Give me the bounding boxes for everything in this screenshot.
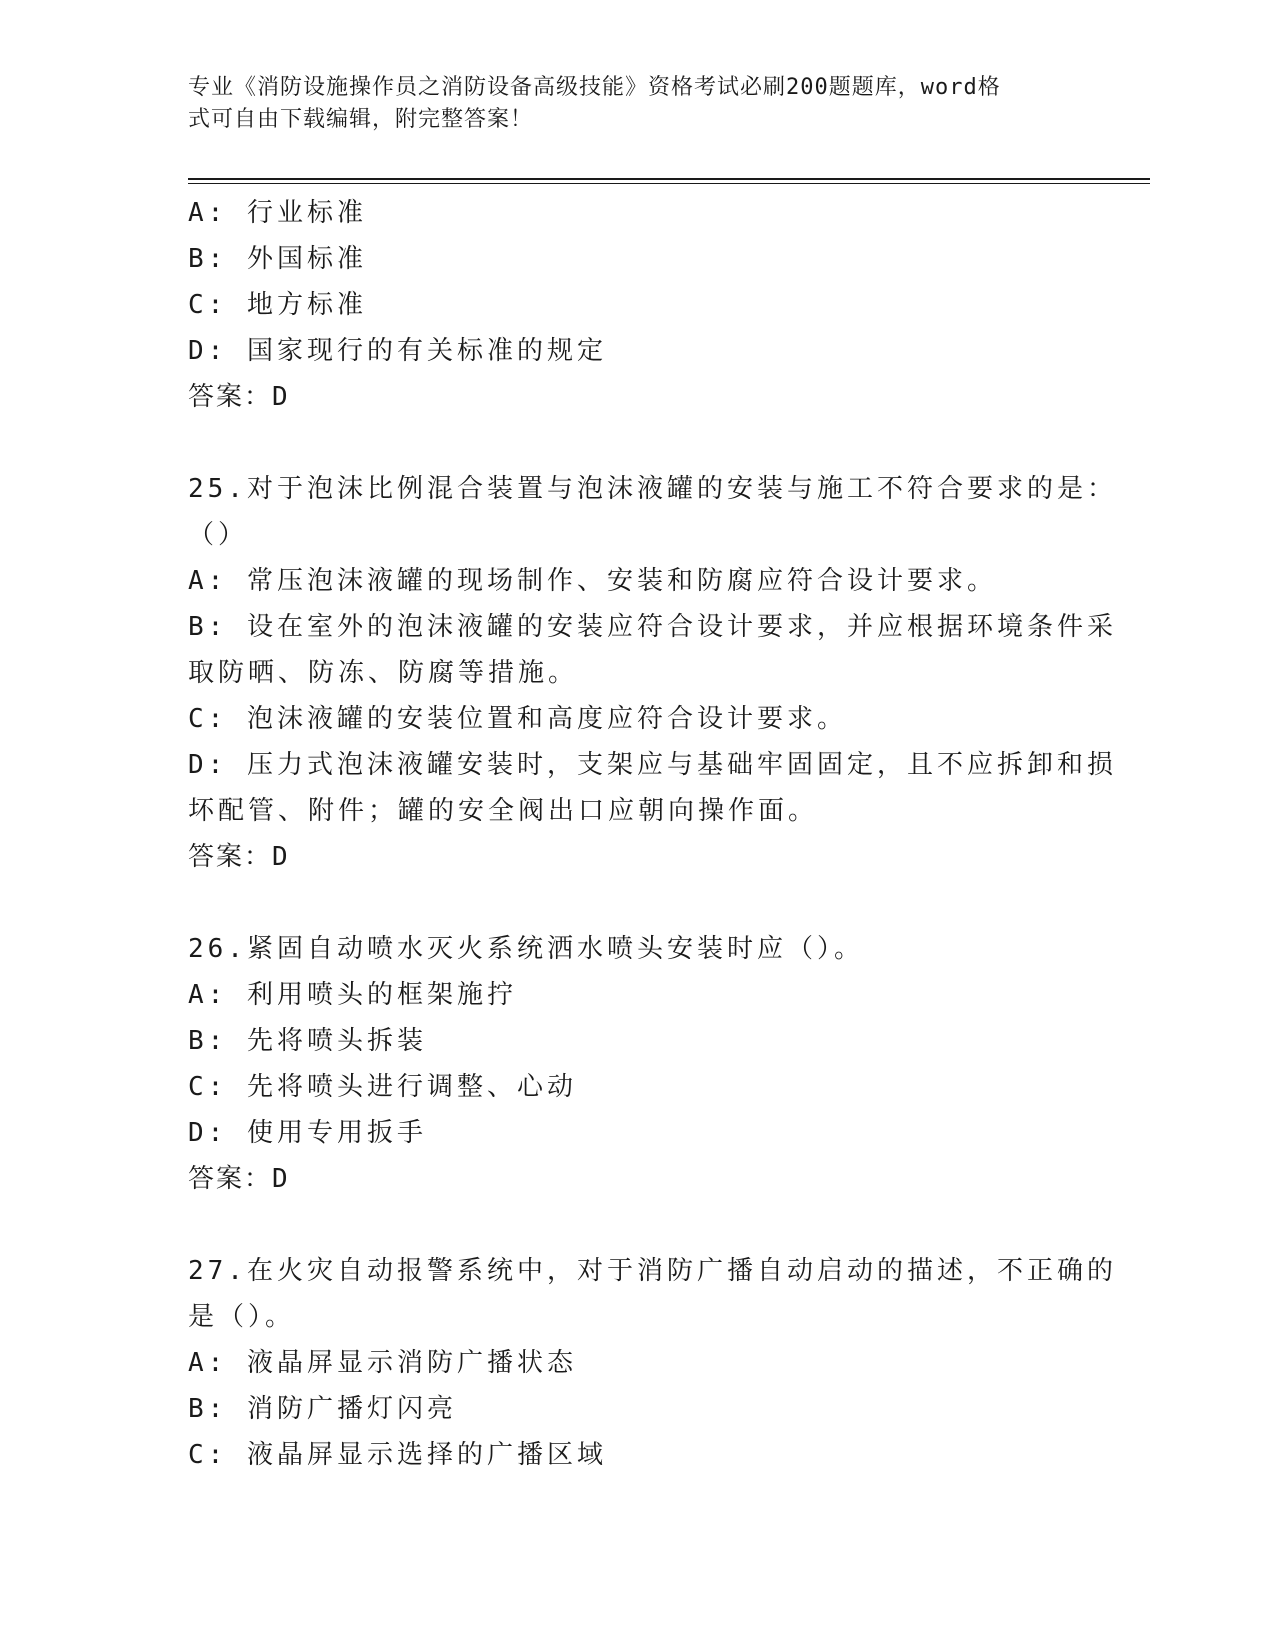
option-a: A: 利用喷头的框架施拧 (188, 980, 517, 1010)
header-line-2: 式可自由下载编辑，附完整答案！ (188, 107, 534, 132)
question-list (188, 190, 1117, 1478)
option-b: B: 设在室外的泡沫液罐的安装应符合设计要求，并应根据环境条件采 (188, 612, 1117, 642)
question-stem: 27.在火灾自动报警系统中，对于消防广播自动启动的描述，不正确的 (188, 1256, 1117, 1286)
spacer (188, 1202, 1088, 1248)
answer: 答案：D (188, 842, 290, 872)
option-c: C: 泡沫液罐的安装位置和高度应符合设计要求。 (188, 704, 847, 734)
question-24-continued (188, 190, 1088, 420)
question-27 (188, 1248, 1117, 1478)
option-b-cont: 取防晒、防冻、防腐等措施。 (188, 658, 579, 688)
option-c: C: 液晶屏显示选择的广播区域 (188, 1440, 607, 1470)
option-a: A: 行业标准 (188, 198, 367, 228)
option-d: D: 压力式泡沫液罐安装时，支架应与基础牢固固定，且不应拆卸和损 (188, 750, 1117, 780)
option-a: A: 常压泡沫液罐的现场制作、安装和防腐应符合设计要求。 (188, 566, 997, 596)
question-26 (188, 926, 1088, 1202)
question-stem-cont: 是（）。 (188, 1302, 296, 1332)
option-a: A: 液晶屏显示消防广播状态 (188, 1348, 577, 1378)
option-d: D: 使用专用扳手 (188, 1118, 427, 1148)
document-header (188, 72, 1068, 136)
header-rule-thick (188, 178, 1150, 180)
option-d-cont: 坏配管、附件；罐的安全阀出口应朝向操作面。 (188, 796, 819, 826)
header-line-1: 专业《消防设施操作员之消防设备高级技能》资格考试必刷200题题库，word格 (188, 75, 1001, 100)
answer: 答案：D (188, 382, 290, 412)
option-d: D: 国家现行的有关标准的规定 (188, 336, 607, 366)
option-c: C: 先将喷头进行调整、心动 (188, 1072, 577, 1102)
spacer (188, 880, 1088, 926)
option-b: B: 外国标准 (188, 244, 367, 274)
option-c: C: 地方标准 (188, 290, 367, 320)
option-b: B: 消防广播灯闪亮 (188, 1394, 457, 1424)
header-rule-thin (188, 183, 1150, 184)
answer: 答案：D (188, 1164, 290, 1194)
question-stem-cont: （） (188, 520, 249, 550)
spacer (188, 420, 1088, 466)
question-stem: 25.对于泡沫比例混合装置与泡沫液罐的安装与施工不符合要求的是： (188, 474, 1117, 504)
option-b: B: 先将喷头拆装 (188, 1026, 427, 1056)
question-stem: 26.紧固自动喷水灭火系统洒水喷头安装时应（）。 (188, 934, 864, 964)
question-25 (188, 466, 1117, 880)
